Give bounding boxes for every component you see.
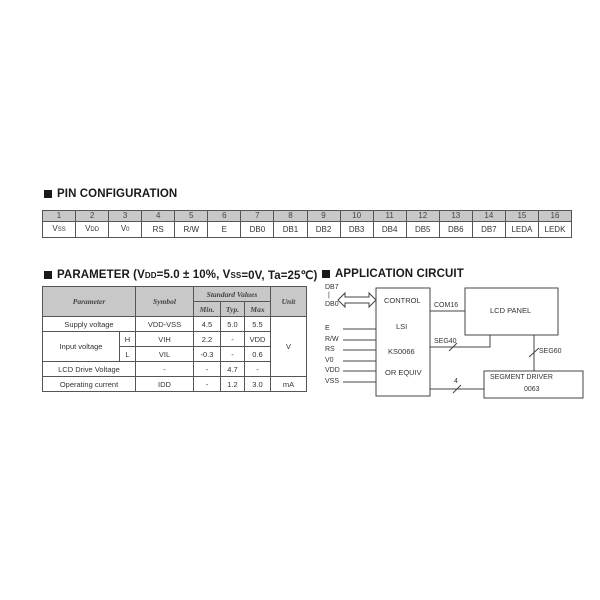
input-signal-label: R/W (325, 336, 339, 343)
param-unit: V (271, 317, 307, 377)
param-max: 3.0 (245, 377, 271, 392)
param-typ: - (221, 332, 245, 347)
pin-name: LEDK (538, 222, 571, 238)
pin-number: 16 (538, 211, 571, 222)
header-unit: Unit (271, 287, 307, 317)
param-name: LCD Drive Voltage (43, 362, 136, 377)
pin-number: 14 (472, 211, 505, 222)
param-level: L (120, 347, 136, 362)
pin-number: 13 (439, 211, 472, 222)
param-symbol: IDD (136, 377, 194, 392)
pin-name: RS (142, 222, 175, 238)
bus-top-label: DB7 (325, 284, 339, 291)
param-max: 0.6 (245, 347, 271, 362)
pin-number: 9 (307, 211, 340, 222)
pin-name: VDD (76, 222, 109, 238)
param-min: - (194, 377, 221, 392)
pin-name: DB0 (241, 222, 274, 238)
parameter-title: PARAMETER (V DD =5.0 ± 10%, V SS =0V, Ta=25℃) (44, 268, 317, 282)
pin-name: DB4 (373, 222, 406, 238)
param-typ: 5.0 (221, 317, 245, 332)
application-circuit-title: APPLICATION CIRCUIT (322, 268, 464, 280)
pin-name: DB6 (439, 222, 472, 238)
com16-label: COM16 (434, 302, 459, 309)
param-max: - (245, 362, 271, 377)
header-parameter: Parameter (43, 287, 136, 317)
square-bullet-icon (322, 270, 330, 278)
controller-label: KS0066 (388, 347, 415, 356)
pin-number: 4 (142, 211, 175, 222)
bus-bottom-label: DB0 (325, 301, 339, 308)
pin-number: 6 (208, 211, 241, 222)
pin-number: 11 (373, 211, 406, 222)
input-signal-label: RS (325, 346, 335, 353)
pin-configuration-title: PIN CONFIGURATION (44, 188, 177, 200)
param-min: 2.2 (194, 332, 221, 347)
param-min: -0.3 (194, 347, 221, 362)
pin-name: VSS (43, 222, 76, 238)
pin-name: DB7 (472, 222, 505, 238)
pin-number: 7 (241, 211, 274, 222)
data-bus-arrow (338, 293, 376, 307)
pin-number: 8 (274, 211, 307, 222)
pin-name: DB3 (340, 222, 373, 238)
pin-name: DB1 (274, 222, 307, 238)
input-signal-label: VSS (325, 378, 340, 385)
pin-number: 2 (76, 211, 109, 222)
header-typ: Typ. (221, 302, 245, 317)
header-standard-values: Standard Values (194, 287, 271, 302)
segment-driver-label: SEGMENT DRIVER (490, 374, 553, 381)
header-max: Max (245, 302, 271, 317)
pin-number: 12 (406, 211, 439, 222)
param-typ: 1.2 (221, 377, 245, 392)
square-bullet-icon (44, 271, 52, 279)
param-symbol: VIL (136, 347, 194, 362)
param-name: Input voltage (43, 332, 120, 362)
table-row (43, 332, 307, 347)
param-max: VDD (245, 332, 271, 347)
param-typ: 4.7 (221, 362, 245, 377)
param-name: Operating current (43, 377, 136, 392)
parameter-table (42, 286, 307, 392)
header-symbol: Symbol (136, 287, 194, 317)
param-typ: - (221, 347, 245, 362)
param-symbol: VDD-VSS (136, 317, 194, 332)
table-row (43, 377, 307, 392)
bus-separator: | (328, 292, 330, 299)
controller-label: OR EQUIV (385, 368, 422, 377)
param-name: Supply voltage (43, 317, 136, 332)
segment-driver-part: 0063 (524, 386, 540, 393)
pin-name: LEDA (505, 222, 538, 238)
pin-number: 1 (43, 211, 76, 222)
pin-number-row (43, 211, 572, 222)
seg60-label: SEG60 (539, 348, 562, 355)
seg40-label: SEG40 (434, 338, 457, 345)
param-max: 5.5 (245, 317, 271, 332)
pin-configuration-table (42, 210, 572, 238)
pin-number: 3 (109, 211, 142, 222)
table-row (43, 317, 307, 332)
pin-name: DB5 (406, 222, 439, 238)
input-signal-label: E (325, 325, 330, 332)
pin-name: DB2 (307, 222, 340, 238)
pin-name: R/W (175, 222, 208, 238)
param-unit: mA (271, 377, 307, 392)
param-level: H (120, 332, 136, 347)
controller-label: CONTROL (384, 296, 421, 305)
pin-name: V0 (109, 222, 142, 238)
param-min: 4.5 (194, 317, 221, 332)
pin-number: 10 (340, 211, 373, 222)
bus-width-label: 4 (454, 378, 458, 385)
controller-label: LSI (396, 322, 408, 331)
input-signal-label: VDD (325, 367, 340, 374)
param-symbol: - (136, 362, 194, 377)
lcd-panel-label: LCD PANEL (490, 306, 532, 315)
input-signal-label: V0 (325, 357, 334, 364)
square-bullet-icon (44, 190, 52, 198)
pin-number: 5 (175, 211, 208, 222)
table-row (43, 362, 307, 377)
pin-name: E (208, 222, 241, 238)
header-min: Min. (194, 302, 221, 317)
param-symbol: VIH (136, 332, 194, 347)
pin-number: 15 (505, 211, 538, 222)
pin-name-row (43, 222, 572, 238)
param-min: - (194, 362, 221, 377)
